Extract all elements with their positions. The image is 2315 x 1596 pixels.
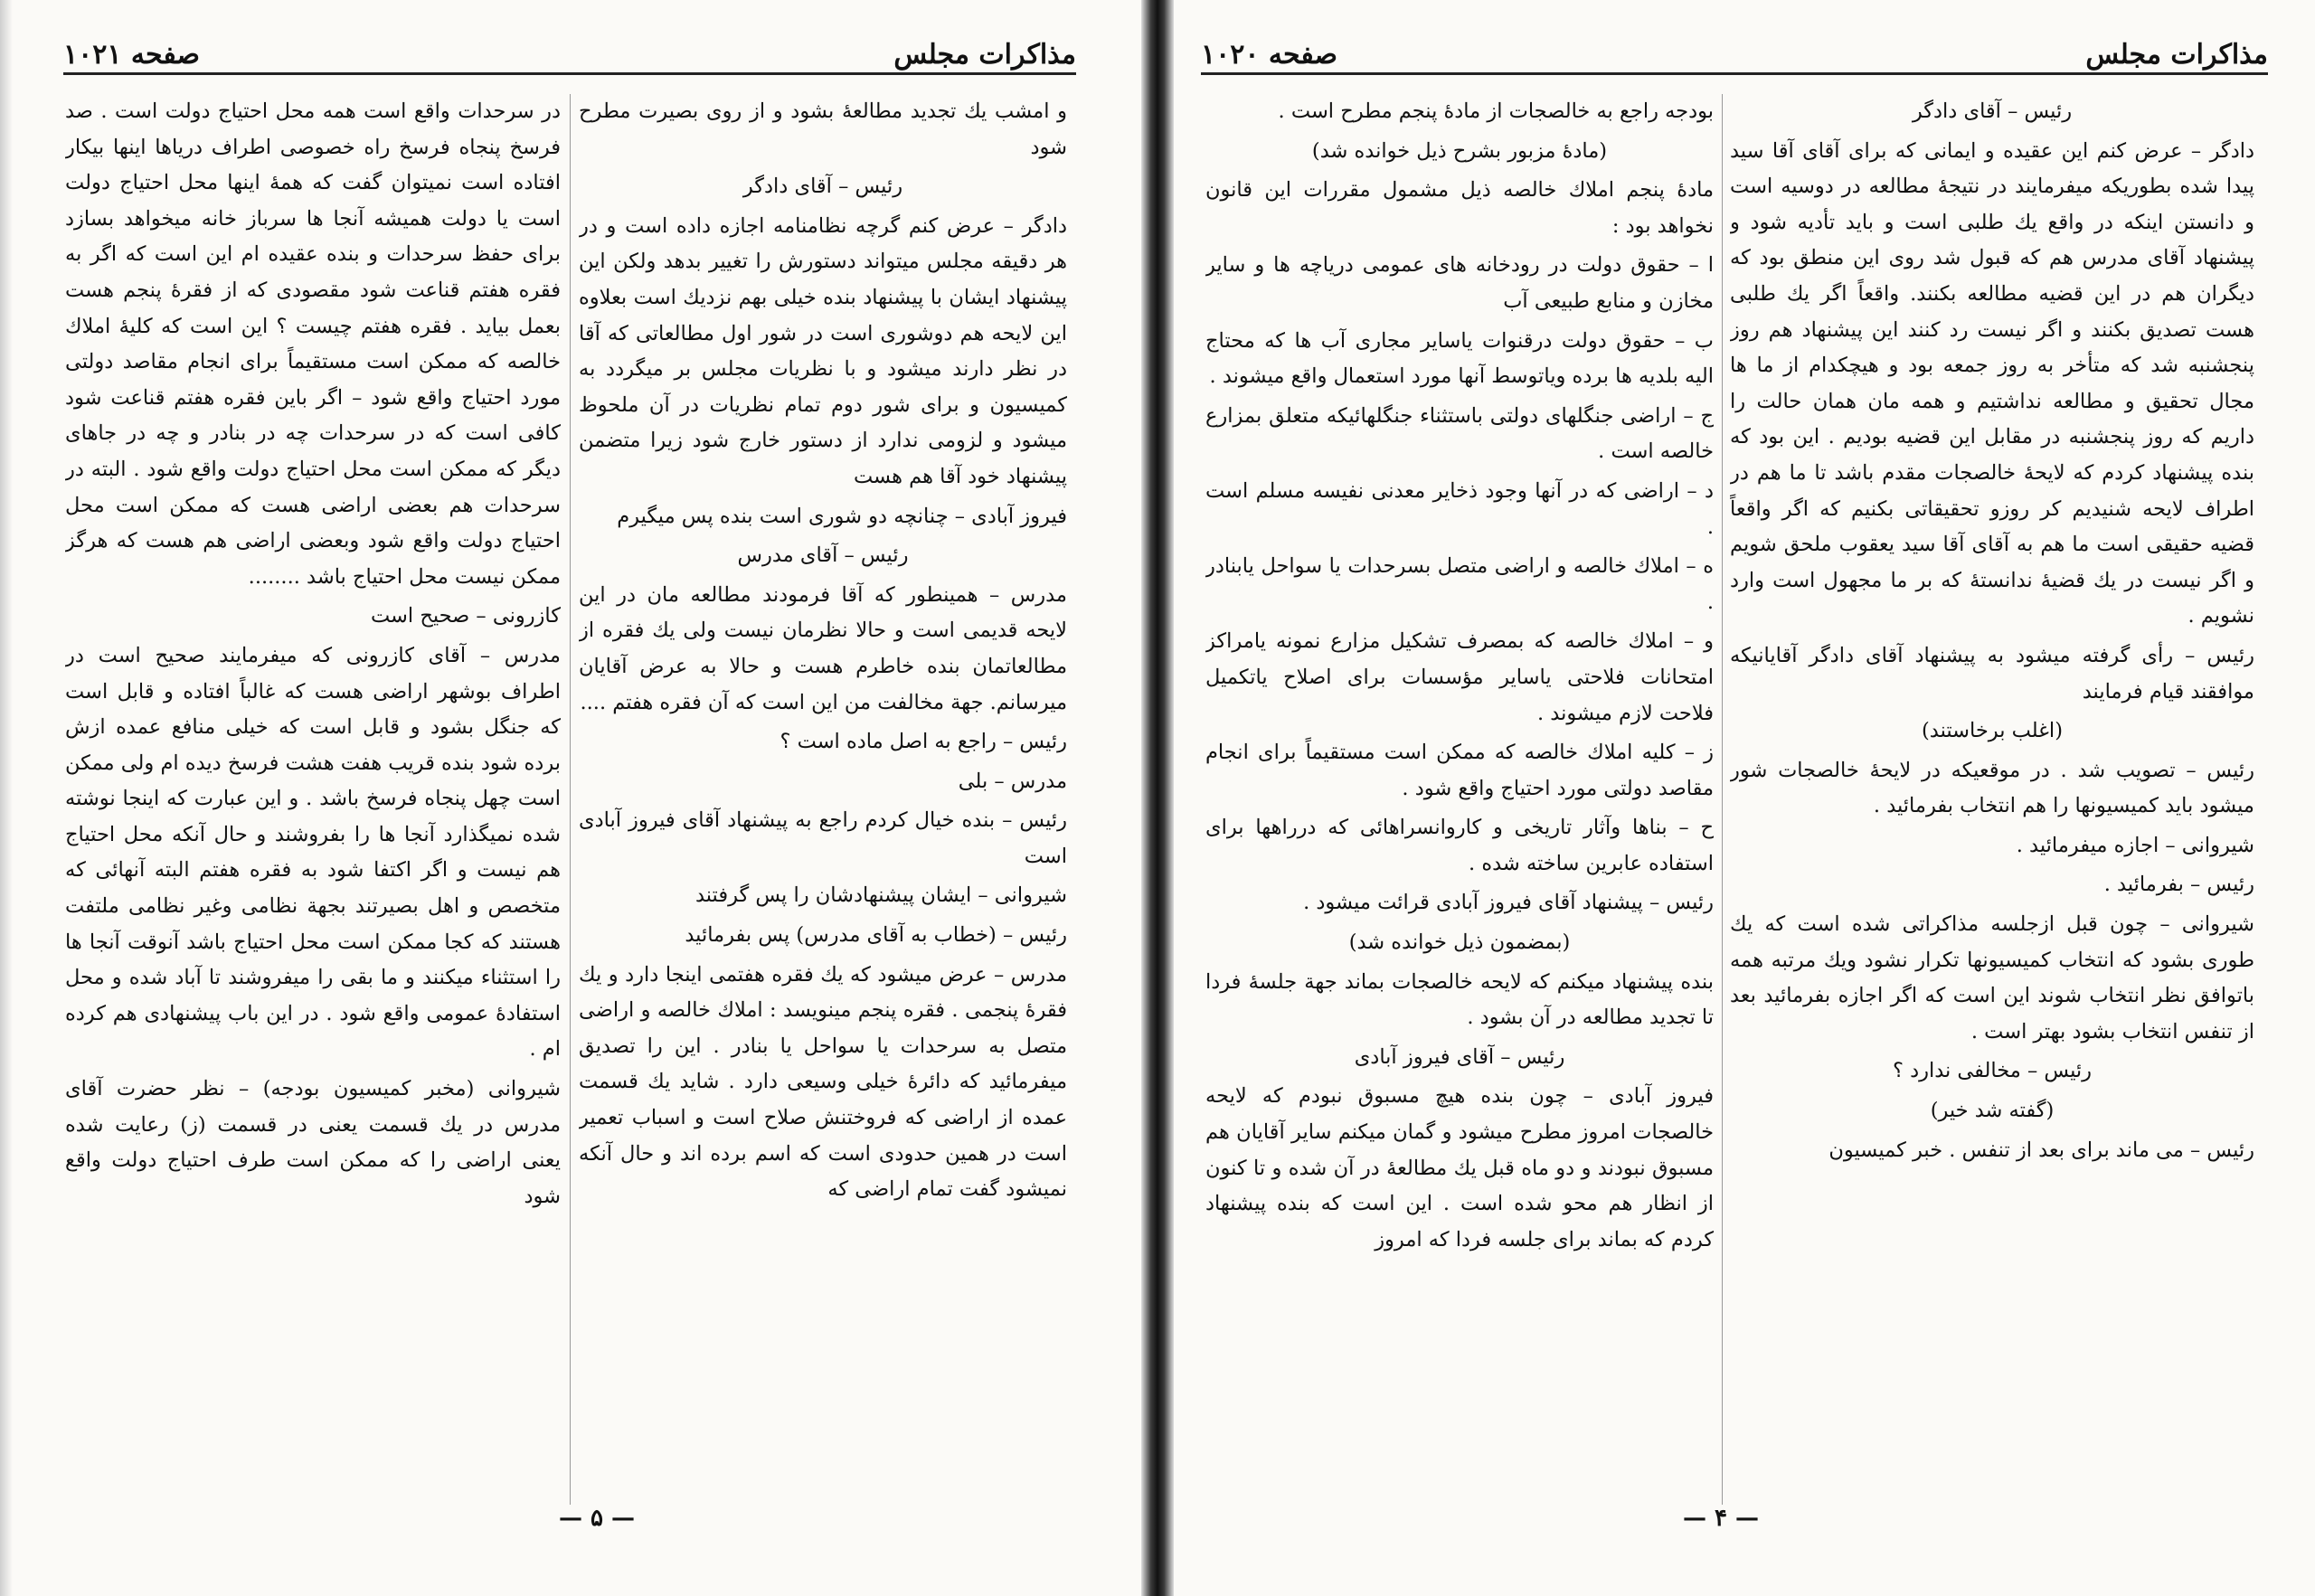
header-rule [1201, 72, 2268, 75]
paragraph: و امشب یك تجدید مطالعهٔ بشود و از روی بصیرت مطرح شود [579, 99, 1067, 159]
book-gutter [1141, 0, 1174, 1596]
right-page-header [1201, 31, 2268, 71]
speaker-heading: رئیس – مخالفی ندارد ؟ [1892, 1059, 2093, 1083]
paragraph: فیروز آبادی – چنانچه دو شوری است بنده پس میگیرم [617, 504, 1067, 528]
page-number-label: صفحه ۱۰۲۱ [63, 39, 200, 71]
paragraph: مدرس – آقای کازرونی که میفرمایند صحیح است در اطراف بوشهر اراضی هست که غالباً افتاده و قابل است که جنگل بشود و قابل است که خیلی منافع عمده ازش برده شود بنده قریب هفت هشت فرسخ دیده ام ولی ممکن است چهل پنجاه فرسخ باشد . و این عبارت که اینجا نوشته شده نمیگذارد آنجا ها را بفروشند و حال آنکه محل احتیاج هم نیست و اگر اکتفا شود به فقره هفتم البته آنهائی که متخصص و اهل بصیرتند بجهة نظامی وغیر نظامی ملتفت هستند که کجا ممکن است محل احتیاج باشد آنوقت آنجا ها را استثناء میکنند و ما بقی را میفروشند تا آباد شده و محل استفادهٔ عمومی واقع شود . در این باب پیشنهادی هم کرده ام . [65, 643, 561, 1062]
paragraph: شیروانی – ایشان پیشنهادشان را پس گرفتند [694, 883, 1067, 908]
list-item: ح – بناها وآثار تاریخی و کاروانسراهائی که درراهها برای استفاده عابرین ساخته شده . [1205, 816, 1714, 875]
speaker-heading: رئیس – آقای فیروز آبادی [1354, 1044, 1565, 1069]
list-item: ج – اراضی جنگلهای دولتی باستثناء جنگلهائیکه متعلق بمزارع خالصه است . [1205, 403, 1714, 464]
paragraph: مدرس – همینطور که آقا فرمودند مطالعه مان در این لایحه قدیمی است و حالا نظرمان نیست ولی یك فقره از مطالعاتمان بنده خاطرم هست و حالا به عرض آقایان میرسانم. جهة مخالفت من این است که آن فقره هفتم .... [579, 582, 1067, 714]
page-number-label: صفحه ۱۰۲۰ [1201, 39, 1337, 71]
paragraph: رئیس – می ماند برای بعد از تنفس . خبر کمیسیون [1828, 1138, 2254, 1162]
paragraph: دادگر – عرض کنم گرچه نظامنامه اجازه داده است و در هر دقیقه مجلس میتواند دستورش را تغییر بدهد ولکن این پیشنهاد ایشان با پیشنهاد بنده خیلی بهم نزدیك است بعلاوه این لایحه هم دوشوری است در شور اول مطالعاتی که آقا در نظر دارند میشود و با نظریات مجلس بر میگردد به کمیسیون و برای شور دوم تمام نظریات در آن ملحوظ میشود و لزومی ندارد از دستور خارج شود زیرا متضمن پیشنهاد خود آقا هم هست [579, 213, 1067, 488]
list-item: د – اراضی که در آنها وجود ذخایر معدنی نفیسه مسلم است . [1205, 478, 1714, 539]
list-item: ب – حقوق دولت درقنوات یاسایر مجاری آب ها که محتاج الیه بلدیه ها برده ویاتوسط آنها مورد استعمال واقع میشوند . [1205, 328, 1714, 389]
column-separator [570, 94, 571, 1505]
paragraph: رئیس – رأی گرفته میشود به پیشنهاد آقای دادگر آقایانیکه موافقند قیام فرمایند [1730, 643, 2254, 704]
left-page-header [63, 31, 1076, 71]
page-edge-shadow [0, 0, 13, 1596]
list-item: ز – کلیه املاك خالصه که ممکن است مستقیماً برای انجام مقاصد دولتی مورد احتیاج واقع شود . [1205, 741, 1714, 800]
header-rule [63, 72, 1076, 75]
paragraph: کازرونی – صحیح است [370, 604, 561, 628]
left-page-left-column [65, 94, 561, 1505]
page-footer-number: — ۵ — [558, 1505, 636, 1532]
paragraph: مدرس – عرض میشود که یك فقره هفتمی اینجا دارد و یك فقرهٔ پنجمی . فقره پنجم مینویسد : املاك خالصه و اراضی متصل به سرحدات یا سواحل یا بنادر . این را تصدیق میفرمائید که دائرهٔ خیلی وسیعی دارد . شاید یك قسمت عمده از اراضی که فروختنش صلاح است و اسباب تعمیر است در همین حدودی است که اسم برده اند و حال آنکه نمیشود گفت تمام اراضی که [579, 962, 1067, 1202]
page-footer-number: — ۴ — [1682, 1505, 1760, 1532]
paragraph: رئیس – (خطاب به آقای مدرس) پس بفرمائید [685, 923, 1067, 948]
paragraph: بودجه راجع به خالصجات از مادهٔ پنجم مطرح است . [1278, 99, 1714, 123]
right-page-left-column [1205, 94, 1714, 1505]
column-separator [1722, 94, 1723, 1505]
parenthetical-note: (بمضمون ذیل خوانده شد) [1348, 930, 1571, 955]
paragraph: دادگر – عرض کنم این عقیده و ایمانی که برای آقای آقا سید پیدا شده بطوریکه میفرمایند در نتیجهٔ مطالعه در دوسیه است و دانستن اینکه در واقع یك طلبی است و باید تأدیه شود و پیشنهاد آقای مدرس هم که قبول شد روی این منطق بود که دیگران هم در این قضیه مطالعه بکنند. واقعاً اگر یك طلبی هست تصدیق بکنند و اگر نیست رد کنند این پیشنهاد هم روز پنجشنبه شد که متأخر به روز جمعه بود و هیچکدام از ما ها مجال تحقیق و مطالعه نداشتیم و همه مان همان حالت را داریم که روز پنجشنبه در مقابل این قضیه بودیم . این بود که بنده پیشنهاد کردم که لایحهٔ خالصجات مقدم باشد تا ما هم در اطراف لایحه شنیدیم کر روزو تحقیقاتی بکنیم که اگر واقعاً قضیه حقیقی است ما هم به آقای آقا سید یعقوب ملحق شویم و اگر نیست در یك قضیهٔ ندانستهٔ که بر ما مجهول است وارد نشویم . [1730, 138, 2254, 628]
paragraph: رئیس – بنده خیال کردم راجع به پیشنهاد آقای فیروز آبادی است [579, 808, 1067, 868]
page-title: مذاکرات مجلس [2085, 39, 2268, 71]
speaker-heading: رئیس – آقای مدرس [737, 543, 909, 568]
parenthetical-note: (مادهٔ مزبور بشرح ذیل خوانده شد) [1311, 138, 1608, 163]
paragraph: رئیس – راجع به اصل ماده است ؟ [780, 730, 1067, 754]
paragraph: رئیس – تصویب شد . در موقعیکه در لایحهٔ خالصجات شور میشود باید کمیسیونها را هم انتخاب بفرمائید . [1730, 758, 2254, 818]
paragraph: شیروانی (مخبر کمیسیون بودجه) – نظر حضرت آقای مدرس در یك قسمت یعنی در قسمت (ز) رعایت شده یعنی اراضی را که ممکن است طرف احتیاج دولت واقع شود [65, 1077, 561, 1208]
list-item: و – املاك خالصه که بمصرف تشکیل مزارع نمونه یامراکز امتحانات فلاحتی یاسایر مؤسسات برای اصلاح یاتکمیل فلاحت لازم میشوند . [1205, 629, 1714, 725]
paragraph: مدرس – بلی [958, 769, 1067, 793]
paragraph: فیروز آبادی – چون بنده هیچ مسبوق نبودم که لایحه خالصجات امروز مطرح میشود و گمان میکنم سایر آقایان هم مسبوق نبودند و دو ماه قبل یك مطالعهٔ در آن شده و تا کنون از انظار هم محو شده است . این است که بنده پیشنهاد کردم که بماند برای جلسه فردا که امروز [1205, 1084, 1714, 1251]
right-page [1174, 0, 2315, 1596]
paragraph: شیروانی – اجازه میفرمائید . [2016, 833, 2254, 857]
list-item: ه – املاك خالصه و اراضی متصل بسرحدات یا سواحل یابنادر . [1205, 554, 1714, 614]
paragraph: در سرحدات واقع است همه محل احتیاج دولت است . صد فرسخ پنجاه فرسخ راه خصوصی اطراف دریاها اینها بیکار افتاده است نمیتوان گفت که همهٔ اینها محل احتیاج دولت است یا دولت همیشه آنجا ها سرباز خانه میخواهد بسازد برای حفظ سرحدات و بنده عقیده ام این است که اگر به فقره هفتم قناعت شود مقصودی که از فقرهٔ پنجم هست بعمل بیاید . فقره هفتم چیست ؟ این است که کلیهٔ املاك خالصه که ممکن است مستقیماً برای انجام مقاصد دولتی مورد احتیاج واقع شود – اگر باین فقره هفتم قناعت شود کافی است که در سرحدات چه در بنادر و چه در جاهای دیگر که ممکن است محل احتیاج دولت واقع شود . البته در سرحدات هم بعضی اراضی هست که ممکن است محل احتیاج دولت واقع شود وبعضی اراضی هم هست که هرگز ممکن نیست محل احتیاج باشد ........ [65, 99, 561, 589]
left-page [0, 0, 1141, 1596]
left-page-right-column [579, 94, 1067, 1505]
paragraph: شیروانی – چون قبل ازجلسه مذاکراتی شده است که یك طوری بشود که انتخاب کمیسیونها تکرار نشود ویك مرتبه همه باتوافق نظر انتخاب شوند این است که اگر اجازه بفرمائید بعد از تنفس انتخاب بشود بهتر است . [1730, 912, 2254, 1044]
paragraph: بنده پیشنهاد میکنم که لایحه خالصجات بماند جهة جلسهٔ فردا تا تجدید مطالعه در آن بشود . [1205, 969, 1714, 1030]
paragraph: رئیس – پیشنهاد آقای فیروز آبادی قرائت میشود . [1303, 891, 1714, 915]
paragraph: مادهٔ پنجم املاك خالصه ذیل مشمول مقررات این قانون نخواهد بود : [1205, 178, 1714, 238]
right-page-right-column [1730, 94, 2254, 1505]
parenthetical-note: (گفته شد خیر) [1930, 1099, 2055, 1123]
speaker-heading: رئیس – آقای دادگر [742, 175, 903, 199]
paragraph: رئیس – بفرمائید . [2103, 873, 2254, 897]
speaker-heading: رئیس – آقای دادگر [1912, 99, 2073, 123]
list-item: ا – حقوق دولت در رودخانه های عمومی دریاچه ها و سایر مخازن و منابع طبیعی آب [1205, 253, 1714, 313]
parenthetical-note: (اغلب برخاستند) [1922, 719, 2063, 743]
page-title: مذاکرات مجلس [893, 39, 1076, 71]
